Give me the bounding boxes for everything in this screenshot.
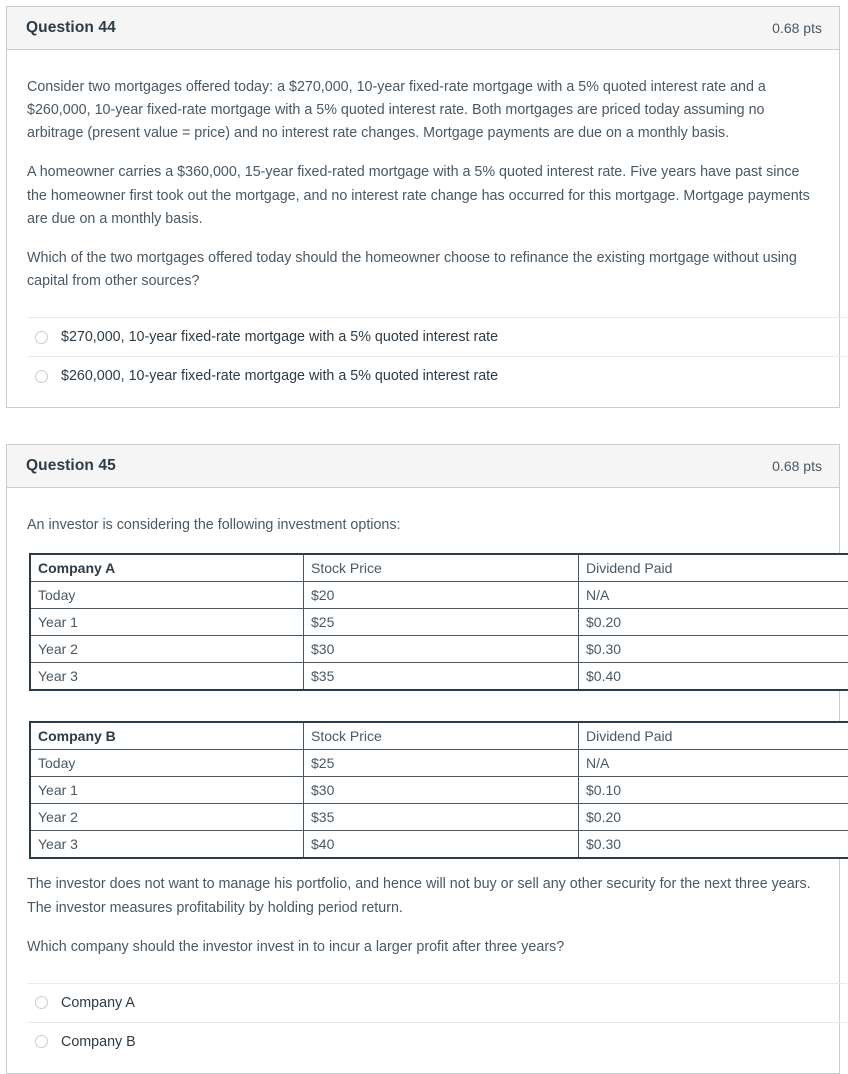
table-cell: $0.20 xyxy=(579,609,848,636)
question-paragraph: The investor does not want to manage his portfolio, and hence will not buy or sell any other security for the next three years. The investor measures profitability by holding period return. xyxy=(27,873,819,919)
table-header-cell: Company B xyxy=(30,722,304,750)
table-cell: $35 xyxy=(304,663,579,691)
table-cell: Year 3 xyxy=(30,831,304,859)
table-cell: $25 xyxy=(304,609,579,636)
answer-option[interactable] xyxy=(27,983,847,1022)
answer-option[interactable] xyxy=(27,1022,847,1061)
company-b-table xyxy=(29,721,848,859)
question-paragraph: A homeowner carries a $360,000, 15-year fixed-rated mortgage with a 5% quoted interest rate. Five years have past since the homeowner first took out the mortgage, and no interest rate change has occurred for this mortgage. Mortgage payments are due on a monthly basis. xyxy=(27,161,819,230)
answer-option-label: $270,000, 10-year fixed-rate mortgage with a 5% quoted interest rate xyxy=(61,327,498,347)
table-row xyxy=(30,804,848,831)
question-points-45: 0.68 pts xyxy=(772,458,822,474)
table-cell: Year 3 xyxy=(30,663,304,691)
question-body-44 xyxy=(7,50,839,407)
table-header-cell: Company A xyxy=(30,554,304,582)
question-paragraph: Which company should the investor invest in to incur a larger profit after three years? xyxy=(27,936,819,959)
table-cell: N/A xyxy=(579,582,848,609)
table-cell: $30 xyxy=(304,636,579,663)
answer-option[interactable] xyxy=(27,317,847,356)
table-cell: $30 xyxy=(304,777,579,804)
table-header-cell: Dividend Paid xyxy=(579,722,848,750)
question-card-45 xyxy=(6,444,840,1074)
answer-option-label: Company A xyxy=(61,993,135,1013)
answer-list-44 xyxy=(27,317,819,407)
table-cell: $25 xyxy=(304,750,579,777)
table-cell: Year 1 xyxy=(30,777,304,804)
answer-option-label: $260,000, 10-year fixed-rate mortgage with a 5% quoted interest rate xyxy=(61,366,498,386)
question-card-44 xyxy=(6,6,840,408)
question-title-45: Question 45 xyxy=(26,457,116,475)
table-cell: $0.40 xyxy=(579,663,848,691)
table-cell: $0.20 xyxy=(579,804,848,831)
radio-button-icon[interactable] xyxy=(35,1035,48,1048)
table-cell: $20 xyxy=(304,582,579,609)
table-header-cell: Dividend Paid xyxy=(579,554,848,582)
table-header-row xyxy=(30,722,848,750)
radio-button-icon[interactable] xyxy=(35,331,48,344)
question-paragraph: Consider two mortgages offered today: a $270,000, 10-year fixed-rate mortgage with a 5% quoted interest rate and a $260,000, 10-year fixed-rate mortgage with a 5% quoted interest rate. Both mortgages are priced today assuming no arbitrage (present value = price) and no interest rate changes. Mortgage payments are due on a monthly basis. xyxy=(27,76,819,145)
company-a-table xyxy=(29,553,848,691)
table-cell: Today xyxy=(30,582,304,609)
table-row xyxy=(30,777,848,804)
table-row xyxy=(30,750,848,777)
table-row xyxy=(30,636,848,663)
radio-button-icon[interactable] xyxy=(35,996,48,1009)
table-cell: Year 2 xyxy=(30,804,304,831)
table-cell: N/A xyxy=(579,750,848,777)
answer-list-45 xyxy=(27,983,819,1073)
table-cell: $0.10 xyxy=(579,777,848,804)
question-paragraph: Which of the two mortgages offered today should the homeowner choose to refinance the existing mortgage without using capital from other sources? xyxy=(27,247,819,293)
table-row xyxy=(30,582,848,609)
table-cell: $0.30 xyxy=(579,636,848,663)
table-header-cell: Stock Price xyxy=(304,554,579,582)
table-row xyxy=(30,831,848,859)
question-body-45 xyxy=(7,488,839,1073)
answer-option[interactable] xyxy=(27,356,847,395)
table-header-row xyxy=(30,554,848,582)
radio-button-icon[interactable] xyxy=(35,370,48,383)
table-row xyxy=(30,609,848,636)
table-cell: Year 2 xyxy=(30,636,304,663)
table-header-cell: Stock Price xyxy=(304,722,579,750)
answer-option-label: Company B xyxy=(61,1032,136,1052)
question-points-44: 0.68 pts xyxy=(772,20,822,36)
question-header-44 xyxy=(7,7,839,50)
table-row xyxy=(30,663,848,691)
table-cell: $35 xyxy=(304,804,579,831)
table-cell: $40 xyxy=(304,831,579,859)
table-cell: $0.30 xyxy=(579,831,848,859)
question-title-44: Question 44 xyxy=(26,19,116,37)
question-intro: An investor is considering the following investment options: xyxy=(27,514,819,537)
question-header-45 xyxy=(7,445,839,488)
table-cell: Year 1 xyxy=(30,609,304,636)
table-cell: Today xyxy=(30,750,304,777)
